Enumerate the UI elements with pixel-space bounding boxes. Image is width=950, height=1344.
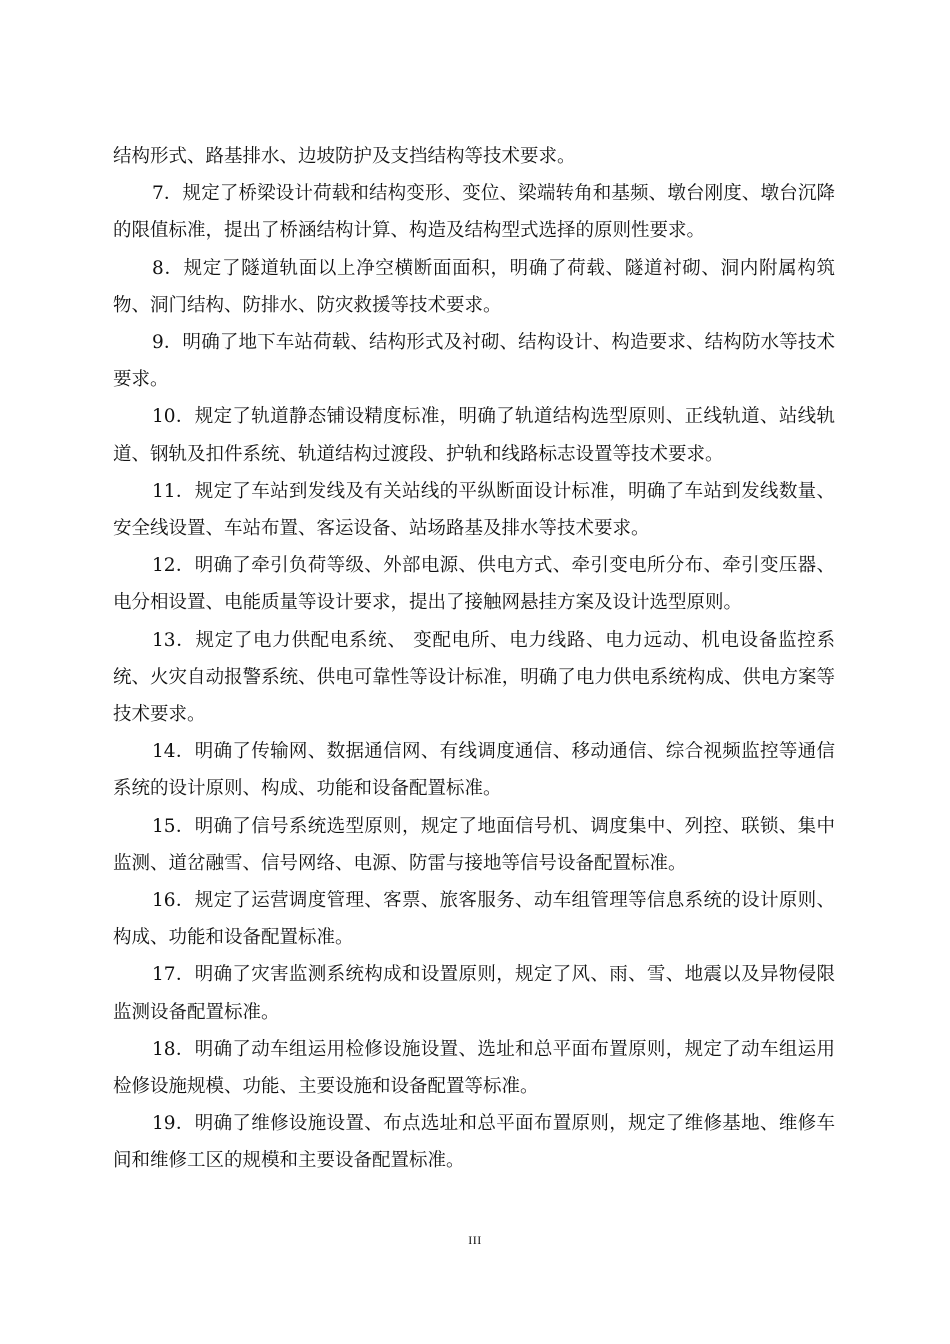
paragraph-continuation: 结构形式、路基排水、边坡防护及支挡结构等技术要求。 <box>113 146 576 167</box>
paragraph-item-13: 13．规定了电力供配电系统、 变配电所、电力线路、电力远动、机电设备监控系统、火灾自动报警系统、供电可靠性等设计标准，明确了电力供电系统构成、供电方案等技术要求。 <box>113 629 835 726</box>
paragraph-item-14: 14．明确了传输网、数据通信网、有线调度通信、移动通信、综合视频监控等通信系统的设计原则、构成、功能和设备配置标准。 <box>113 741 835 800</box>
paragraph-item-7: 7．规定了桥梁设计荷载和结构变形、变位、梁端转角和基频、墩台刚度、墩台沉降的限值标准，提出了桥涵结构计算、构造及结构型式选择的原则性要求。 <box>113 183 835 242</box>
paragraph-item-17: 17．明确了灾害监测系统构成和设置原则，规定了风、雨、雪、地震以及异物侵限监测设备配置标准。 <box>113 964 835 1023</box>
paragraph-item-16: 16．规定了运营调度管理、客票、旅客服务、动车组管理等信息系统的设计原则、构成、功能和设备配置标准。 <box>113 890 835 949</box>
paragraph-item-18: 18．明确了动车组运用检修设施设置、选址和总平面布置原则，规定了动车组运用检修设施规模、功能、主要设施和设备配置等标准。 <box>113 1038 835 1098</box>
paragraph-item-9: 9．明确了地下车站荷载、结构形式及衬砌、结构设计、构造要求、结构防水等技术要求。 <box>113 332 835 391</box>
body-text <box>113 138 835 1180</box>
paragraph-item-15: 15．明确了信号系统选型原则，规定了地面信号机、调度集中、列控、联锁、集中监测、道岔融雪、信号网络、电源、防雷与接地等信号设备配置标准。 <box>113 815 835 874</box>
page-number: III <box>468 1233 482 1247</box>
paragraph-item-19: 19．明确了维修设施设置、布点选址和总平面布置原则，规定了维修基地、维修车间和维修工区的规模和主要设备配置标准。 <box>113 1113 835 1172</box>
paragraph-item-8: 8．规定了隧道轨面以上净空横断面面积，明确了荷载、隧道衬砌、洞内附属构筑物、洞门结构、防排水、防灾救援等技术要求。 <box>113 257 835 316</box>
paragraph-item-12: 12．明确了牵引负荷等级、外部电源、供电方式、牵引变电所分布、牵引变压器、电分相设置、电能质量等设计要求，提出了接触网悬挂方案及设计选型原则。 <box>113 555 835 614</box>
paragraph-item-11: 11．规定了车站到发线及有关站线的平纵断面设计标准，明确了车站到发线数量、安全线设置、车站布置、客运设备、站场路基及排水等技术要求。 <box>113 480 835 540</box>
paragraph-item-10: 10．规定了轨道静态铺设精度标准，明确了轨道结构选型原则、正线轨道、站线轨道、钢轨及扣件系统、轨道结构过渡段、护轨和线路标志设置等技术要求。 <box>113 406 835 465</box>
